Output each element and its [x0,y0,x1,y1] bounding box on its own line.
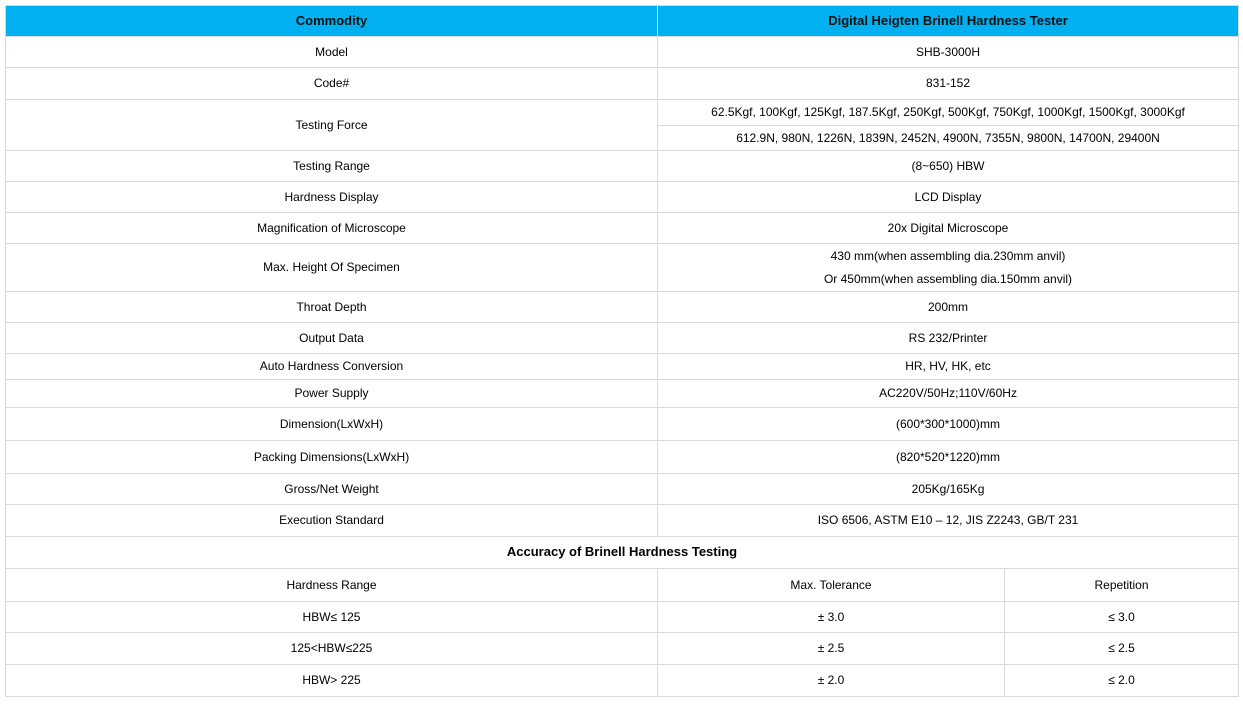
accuracy-range-1: HBW≤ 125 [6,602,658,633]
table-row [6,100,1239,126]
model-label: Model [6,37,658,68]
accuracy-section-title: Accuracy of Brinell Hardness Testing [6,537,1239,569]
table-row [6,505,1239,537]
table-row [6,182,1239,213]
testing-range-label: Testing Range [6,151,658,182]
commodity-header-cell: Commodity [6,6,658,37]
table-row [6,151,1239,182]
table-row [6,68,1239,100]
accuracy-range-3: HBW> 225 [6,665,658,697]
table-row [6,408,1239,441]
throat-depth-value: 200mm [658,292,1239,323]
header-row [6,6,1239,37]
accuracy-col-hardness-range: Hardness Range [6,569,658,602]
accuracy-tolerance-2: ± 2.5 [658,633,1005,665]
accuracy-row [6,665,1239,697]
packing-label: Packing Dimensions(LxWxH) [6,441,658,474]
power-supply-label: Power Supply [6,380,658,408]
spec-table [5,5,1239,697]
accuracy-range-2: 125<HBW≤225 [6,633,658,665]
testing-force-label: Testing Force [6,100,658,151]
throat-depth-label: Throat Depth [6,292,658,323]
table-row [6,37,1239,68]
testing-range-value: (8~650) HBW [658,151,1239,182]
commodity-value-cell: Digital Heigten Brinell Hardness Tester [658,6,1239,37]
table-row [6,213,1239,244]
max-height-line-2: Or 450mm(when assembling dia.150mm anvil) [823,271,1073,286]
packing-value: (820*520*1220)mm [658,441,1239,474]
table-row [6,380,1239,408]
dimension-label: Dimension(LxWxH) [6,408,658,441]
accuracy-repetition-2: ≤ 2.5 [1005,633,1239,665]
max-height-label: Max. Height Of Specimen [6,244,658,292]
code-label: Code# [6,68,658,100]
table-row [6,323,1239,354]
accuracy-header-row [6,569,1239,602]
accuracy-repetition-1: ≤ 3.0 [1005,602,1239,633]
weight-value: 205Kg/165Kg [658,474,1239,505]
accuracy-tolerance-1: ± 3.0 [658,602,1005,633]
weight-label: Gross/Net Weight [6,474,658,505]
max-height-line-1: 430 mm(when assembling dia.230mm anvil) [830,248,1066,263]
standard-value: ISO 6506, ASTM E10 – 12, JIS Z2243, GB/T 231 [658,505,1239,537]
testing-force-value-kgf: 62.5Kgf, 100Kgf, 125Kgf, 187.5Kgf, 250Kgf, 500Kgf, 750Kgf, 1000Kgf, 1500Kgf, 3000Kgf [658,100,1239,126]
output-data-value: RS 232/Printer [658,323,1239,354]
table-row [6,244,1239,292]
hardness-display-value: LCD Display [658,182,1239,213]
power-supply-value: AC220V/50Hz;110V/60Hz [658,380,1239,408]
accuracy-row [6,602,1239,633]
table-row [6,292,1239,323]
magnification-label: Magnification of Microscope [6,213,658,244]
accuracy-row [6,633,1239,665]
accuracy-tolerance-3: ± 2.0 [658,665,1005,697]
standard-label: Execution Standard [6,505,658,537]
code-value: 831-152 [658,68,1239,100]
hardness-display-label: Hardness Display [6,182,658,213]
magnification-value: 20x Digital Microscope [658,213,1239,244]
auto-conversion-value: HR, HV, HK, etc [658,354,1239,380]
dimension-value: (600*300*1000)mm [658,408,1239,441]
table-row [6,474,1239,505]
accuracy-col-repetition: Repetition [1005,569,1239,602]
model-value: SHB-3000H [658,37,1239,68]
accuracy-repetition-3: ≤ 2.0 [1005,665,1239,697]
auto-conversion-label: Auto Hardness Conversion [6,354,658,380]
testing-force-value-newton: 612.9N, 980N, 1226N, 1839N, 2452N, 4900N, 7355N, 9800N, 14700N, 29400N [658,126,1239,151]
max-height-value [658,244,1239,292]
table-row [6,354,1239,380]
output-data-label: Output Data [6,323,658,354]
table-row [6,441,1239,474]
accuracy-title-row [6,537,1239,569]
accuracy-col-max-tolerance: Max. Tolerance [658,569,1005,602]
